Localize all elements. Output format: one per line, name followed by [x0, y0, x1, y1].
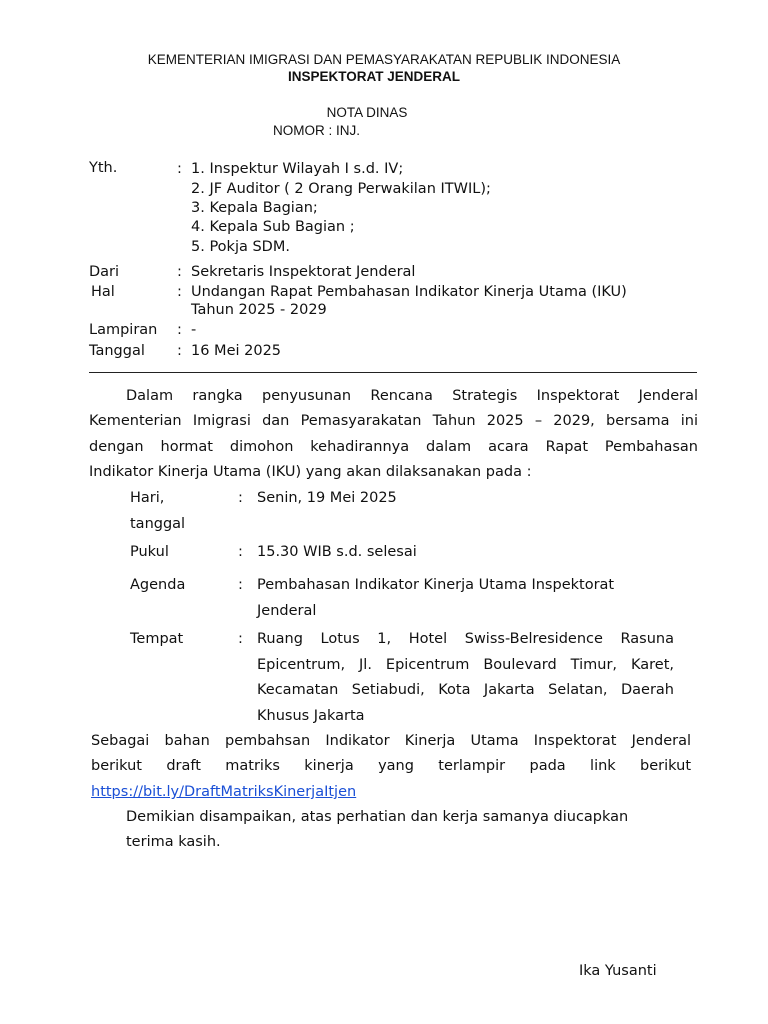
hari-value: Senin, 19 Mei 2025 — [257, 490, 397, 506]
agenda-colon: : — [238, 577, 243, 593]
hal-value-line2: Tahun 2025 - 2029 — [191, 302, 327, 318]
dari-value: Sekretaris Inspektorat Jenderal — [191, 264, 416, 280]
tempat-value: Kecamatan Setiabudi, Kota Jakarta Selatan, Daerah — [257, 682, 674, 698]
intro-line: Kementerian Imigrasi dan Pemasyarakatan Tahun 2025 – 2029, bersama ini — [89, 413, 698, 429]
separator-line — [89, 372, 697, 373]
document-type: NOTA DINAS — [326, 105, 408, 120]
hari-label: Hari, — [130, 490, 165, 506]
tanggal-sublabel: tanggal — [130, 516, 186, 532]
recipient-item: 1. Inspektur Wilayah I s.d. IV; — [191, 161, 404, 177]
dari-label: Dari — [89, 264, 120, 280]
closing-line2: terima kasih. — [126, 834, 221, 850]
unit-title: INSPEKTORAT JENDERAL — [287, 69, 461, 84]
tanggal-label: Tanggal — [89, 343, 145, 359]
document-number: NOMOR : INJ. — [273, 123, 360, 138]
lampiran-colon: : — [177, 322, 182, 338]
tempat-colon: : — [238, 631, 243, 647]
tempat-value: Epicentrum, Jl. Epicentrum Boulevard Timur, Karet, — [257, 657, 674, 673]
lampiran-value: - — [191, 322, 197, 338]
pukul-label: Pukul — [130, 544, 169, 560]
tanggal-value: 16 Mei 2025 — [191, 343, 282, 359]
draft-matrix-link[interactable]: https://bit.ly/DraftMatriksKinerjaItjen — [91, 784, 357, 800]
yth-colon: : — [177, 161, 182, 177]
intro-line: Dalam rangka penyusunan Rencana Strategis Inspektorat Jenderal — [126, 388, 698, 404]
agenda-label: Agenda — [130, 577, 186, 593]
pukul-colon: : — [238, 544, 243, 560]
closing-line1: Demikian disampaikan, atas perhatian dan kerja samanya diucapkan — [126, 809, 629, 825]
recipient-item: 2. JF Auditor ( 2 Orang Perwakilan ITWIL); — [191, 181, 491, 197]
agenda-value-cont: Jenderal — [257, 603, 317, 619]
material-line: berikut draft matriks kinerja yang terlampir pada link berikut — [91, 758, 691, 774]
ministry-title: KEMENTERIAN IMIGRASI DAN PEMASYARAKATAN REPUBLIK INDONESIA — [147, 52, 621, 67]
yth-label: Yth. — [89, 160, 118, 176]
intro-line: Indikator Kinerja Utama (IKU) yang akan dilaksanakan pada : — [89, 464, 532, 480]
hal-label: Hal — [91, 284, 115, 300]
tempat-value: Ruang Lotus 1, Hotel Swiss-Belresidence Rasuna — [257, 631, 674, 647]
recipient-item: 3. Kepala Bagian; — [191, 200, 318, 216]
hal-value-line1: Undangan Rapat Pembahasan Indikator Kinerja Utama (IKU) — [191, 284, 627, 300]
tanggal-colon: : — [177, 343, 182, 359]
lampiran-label: Lampiran — [89, 322, 158, 338]
pukul-value: 15.30 WIB s.d. selesai — [257, 544, 417, 560]
hal-colon: : — [177, 284, 182, 300]
intro-line: dengan hormat dimohon kehadirannya dalam acara Rapat Pembahasan — [89, 439, 698, 455]
material-line: Sebagai bahan pembahsan Indikator Kinerja Utama Inspektorat Jenderal — [91, 733, 691, 749]
recipient-item: 4. Kepala Sub Bagian ; — [191, 219, 355, 235]
tempat-label: Tempat — [130, 631, 184, 647]
recipient-item: 5. Pokja SDM. — [191, 239, 290, 255]
tempat-value: Khusus Jakarta — [257, 708, 365, 724]
hari-colon: : — [238, 490, 243, 506]
agenda-value: Pembahasan Indikator Kinerja Utama Inspektorat — [257, 577, 615, 593]
signatory-name: Ika Yusanti — [579, 963, 657, 979]
dari-colon: : — [177, 264, 182, 280]
